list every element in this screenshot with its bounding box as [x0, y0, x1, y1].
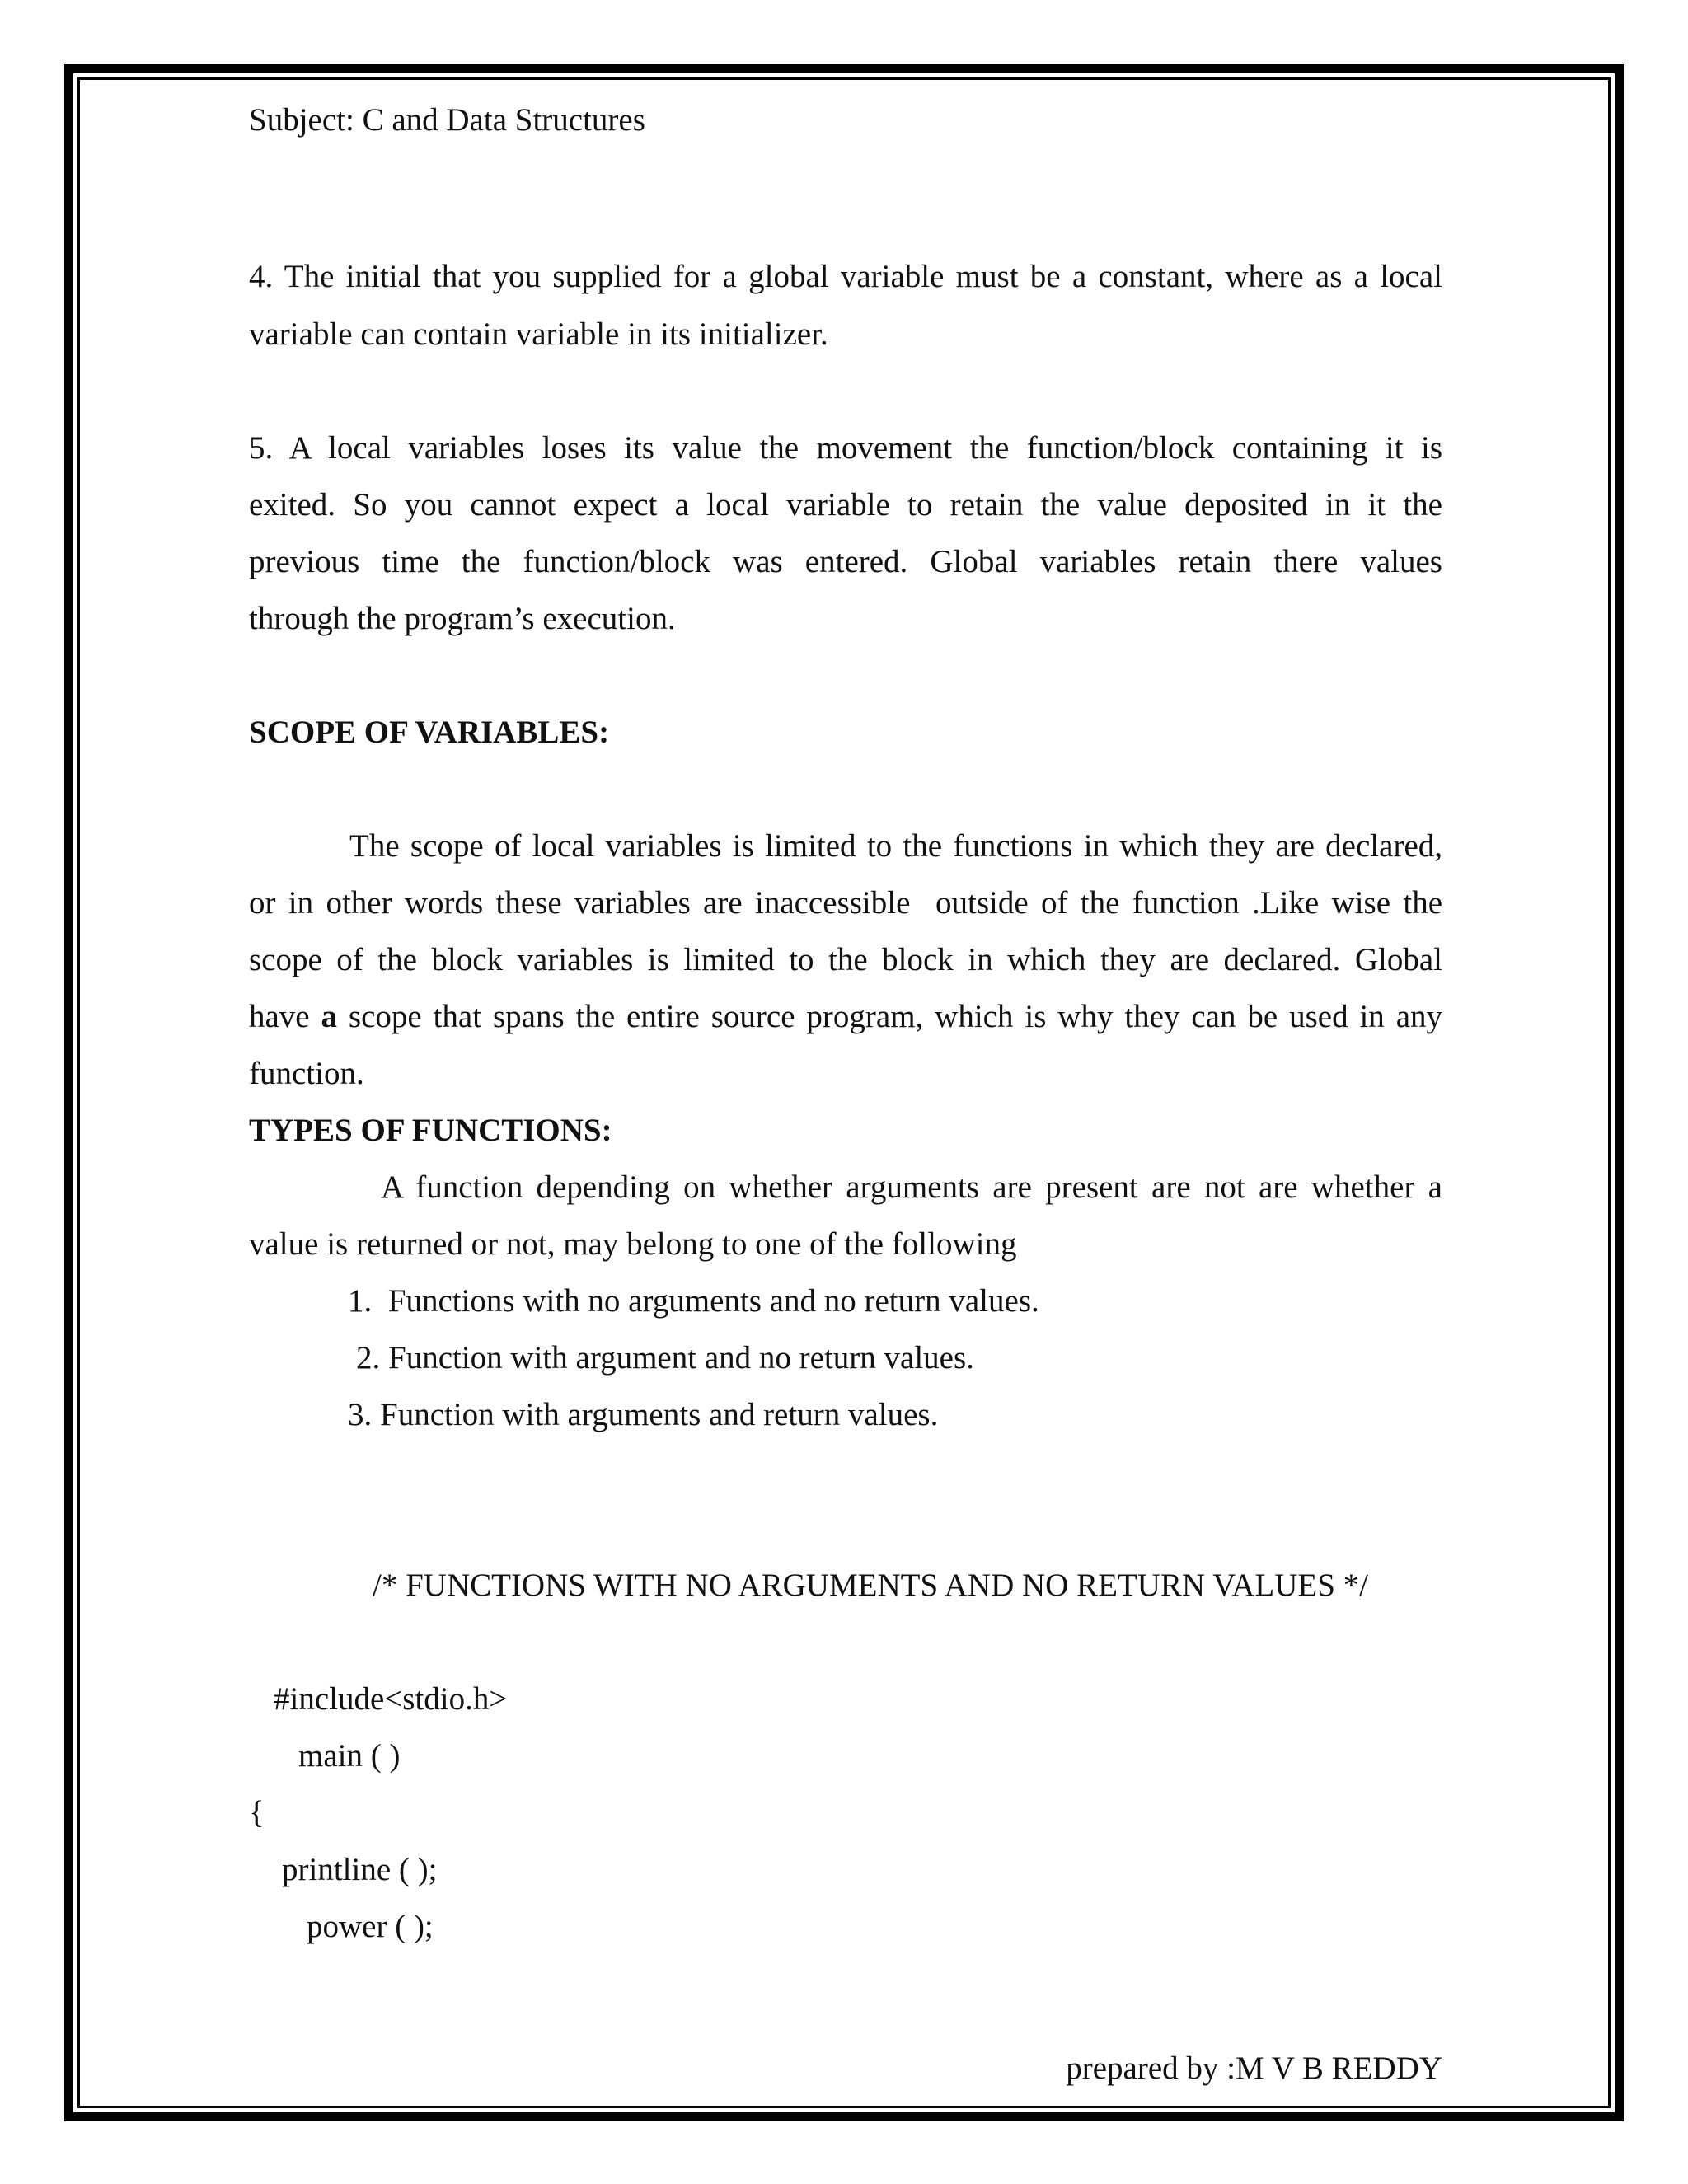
scope-line2: or in other words these variables are inaccessible outside of the function .Like wise the	[249, 885, 1442, 921]
scope-line1: The scope of local variables is limited to the functions in which they are declared,	[349, 828, 1442, 864]
subject-header: Subject: C and Data Structures	[249, 102, 645, 138]
scope-line4-bold: a	[321, 999, 338, 1034]
scope-line3: scope of the block variables is limited to the block in which they are declared. Global	[249, 942, 1442, 977]
point4-line1: 4. The initial that you supplied for a global variable must be a constant, where as a local	[249, 259, 1442, 294]
point4-line2: variable can contain variable in its initializer.	[249, 316, 828, 352]
scope-line4	[249, 1001, 1442, 1033]
page-border-inner	[77, 77, 1611, 2108]
scope-heading: SCOPE OF VARIABLES:	[249, 715, 610, 750]
scope-line4-pre: have	[249, 999, 321, 1034]
scope-line4-post: scope that spans the entire source program, which is why they can be used in any	[337, 999, 1442, 1034]
types-line1: A function depending on whether arguments are present are not are whether a	[381, 1169, 1442, 1205]
prepared-by-footer: prepared by :M V B REDDY	[1066, 2050, 1442, 2086]
point5-line2: exited. So you cannot expect a local variable to retain the value deposited in it the	[249, 487, 1442, 523]
code-include: #include<stdio.h>	[274, 1681, 508, 1717]
point5-line1: 5. A local variables loses its value the movement the function/block containing it is	[249, 430, 1442, 466]
code-open-brace: {	[249, 1795, 265, 1830]
types-line2: value is returned or not, may belong to one of the following	[249, 1226, 1017, 1262]
scope-line5: function.	[249, 1056, 364, 1091]
types-list-item-3: 3. Function with arguments and return values.	[348, 1397, 939, 1432]
point5-line3: previous time the function/block was entered. Global variables retain there values	[249, 544, 1442, 579]
types-list-item-1: 1. Functions with no arguments and no return values.	[348, 1283, 1039, 1319]
point5-line4: through the program’s execution.	[249, 601, 676, 636]
types-heading: TYPES OF FUNCTIONS:	[249, 1113, 612, 1148]
code-comment: /* FUNCTIONS WITH NO ARGUMENTS AND NO RETURN VALUES */	[373, 1568, 1368, 1603]
code-power: power ( );	[307, 1909, 434, 1944]
code-printline: printline ( );	[282, 1852, 438, 1887]
code-main: main ( )	[298, 1738, 401, 1774]
types-list-item-2: 2. Function with argument and no return values.	[356, 1340, 974, 1376]
